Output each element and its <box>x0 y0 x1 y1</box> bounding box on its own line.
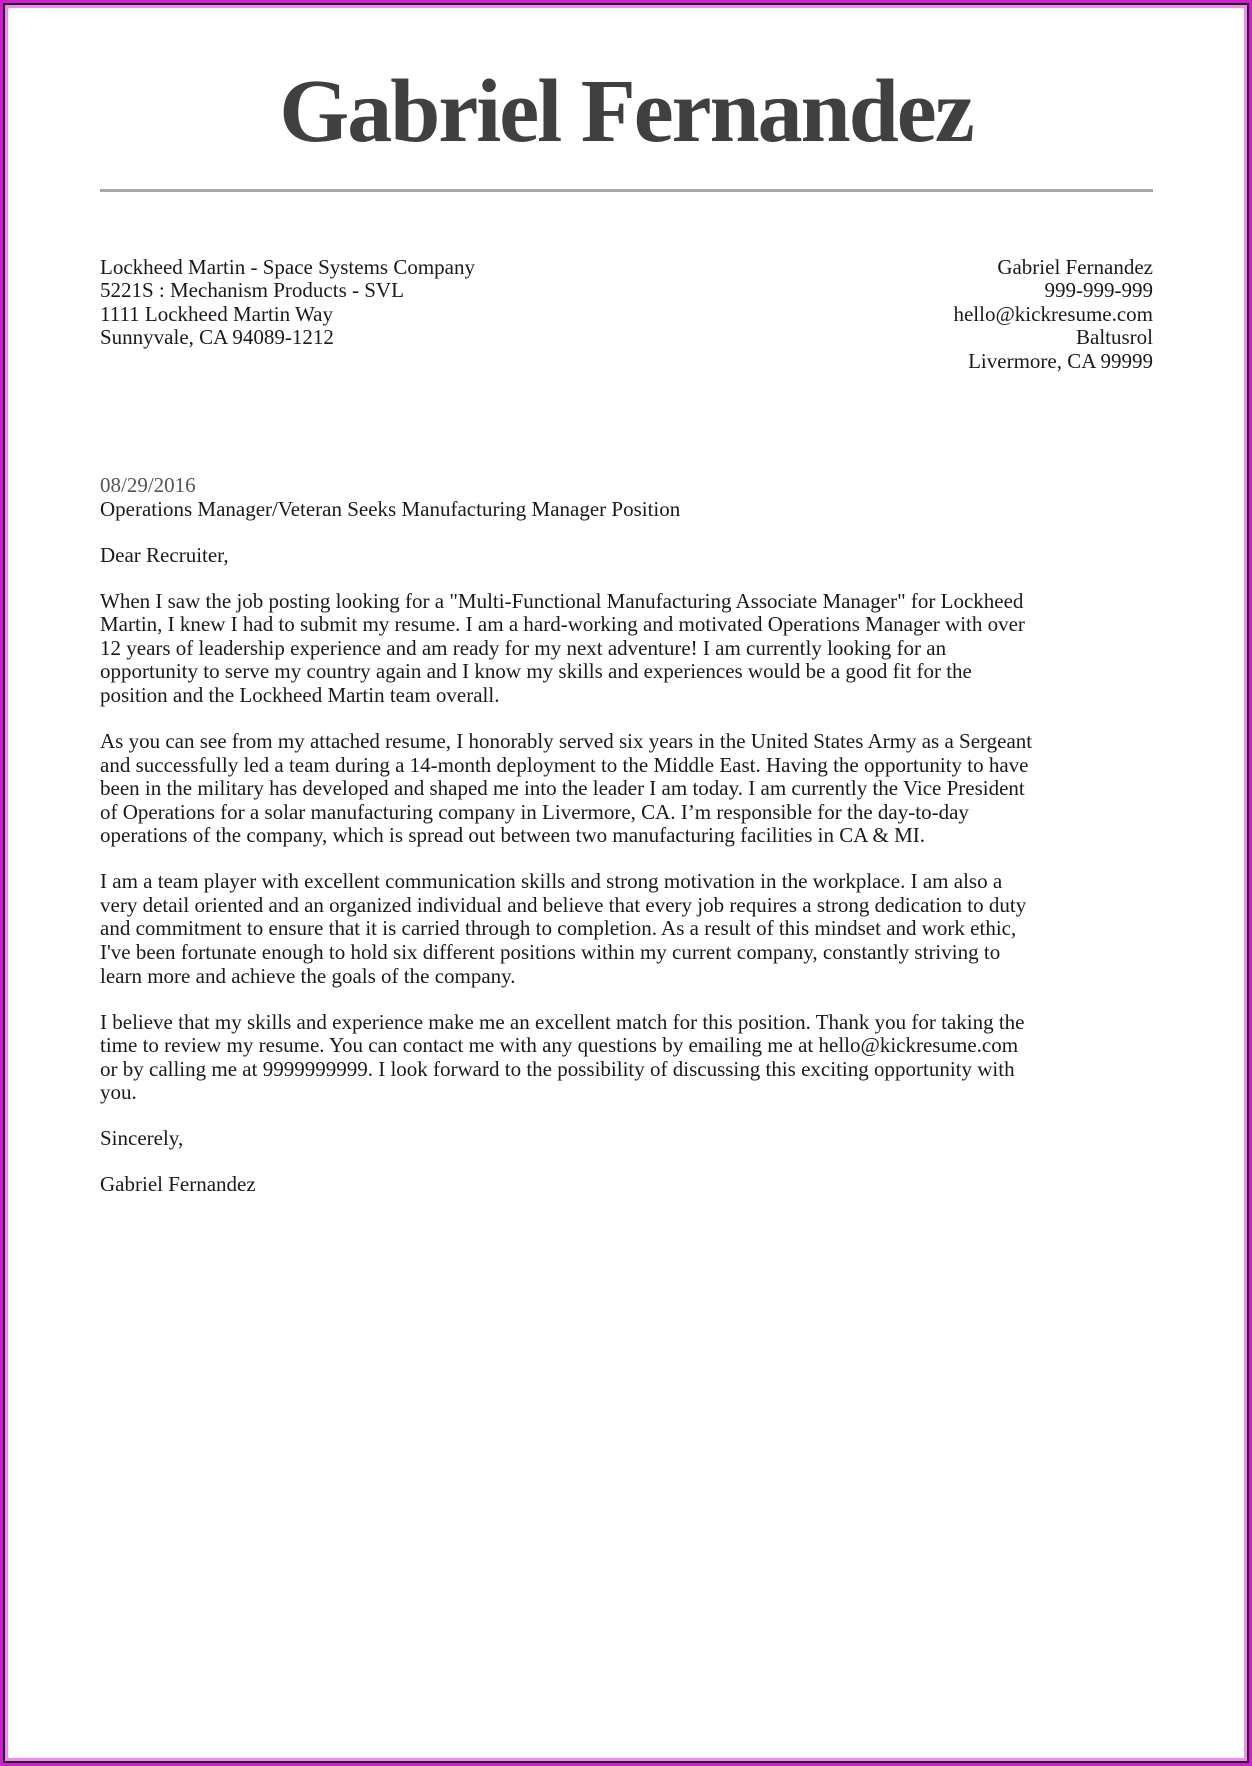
closing: Sincerely, <box>100 1126 184 1151</box>
recipient-line: 5221S : Mechanism Products - SVL <box>100 278 404 303</box>
sender-contact <box>953 256 1153 373</box>
sender-name: Gabriel Fernandez <box>997 255 1153 279</box>
sender-address-line: Baltusrol <box>1076 325 1153 350</box>
paragraph-line: learn more and achieve the goals of the company. <box>100 963 516 988</box>
paragraph-line: or by calling me at 9999999999. I look forward to the possibility of discussing this exciting opportunity with <box>100 1056 1015 1081</box>
paragraph-line: When I saw the job posting looking for a "Multi-Functional Manufacturing Associate Manager" for Lockheed <box>100 588 1024 613</box>
paragraph-line: position and the Lockheed Martin team overall. <box>100 682 500 707</box>
sender-city: Livermore, CA 99999 <box>968 348 1153 373</box>
paragraph <box>100 870 1160 988</box>
letter-body <box>100 474 1160 1219</box>
sender-phone: 999-999-999 <box>1044 278 1153 303</box>
letter-subject: Operations Manager/Veteran Seeks Manufacturing Manager Position <box>100 496 681 521</box>
paragraph <box>100 590 1160 708</box>
recipient-line: 1111 Lockheed Martin Way <box>100 301 333 326</box>
paragraph-line: Martin, I knew I had to submit my resume. I am a hard-working and motivated Operations Manager with over <box>100 612 1025 637</box>
sender-email: hello@kickresume.com <box>953 301 1153 326</box>
paragraph <box>100 730 1160 848</box>
paragraph-line: 12 years of leadership experience and am ready for my next adventure! I am currently looking for an <box>100 635 947 660</box>
letter-date: 08/29/2016 <box>100 473 196 497</box>
paragraph-line: I've been fortunate enough to hold six different positions within my current company, constantly striving to <box>100 940 1001 965</box>
paragraph-line: and successfully led a team during a 14-month deployment to the Middle East. Having the opportunity to have <box>100 752 1029 777</box>
paragraph-line: operations of the company, which is spread out between two manufacturing facilities in CA & MI. <box>100 823 926 848</box>
signature: Gabriel Fernandez <box>100 1172 256 1197</box>
paragraph-line: I am a team player with excellent communication skills and strong motivation in the workplace. I am also a <box>100 869 1003 894</box>
paragraph-line: As you can see from my attached resume, I honorably served six years in the United States Army as a Sergeant <box>100 728 1033 753</box>
paragraph-line: time to review my resume. You can contact me with any questions by emailing me at hello@kickresume.com <box>100 1033 1019 1058</box>
paragraph-line: and commitment to ensure that it is carried through to completion. As a result of this mindset and work ethic, <box>100 916 1017 941</box>
paragraph <box>100 1011 1160 1105</box>
recipient-line: Lockheed Martin - Space Systems Company <box>100 255 476 279</box>
paragraph-line: of Operations for a solar manufacturing company in Livermore, CA. I’m responsible for the day-to-day <box>100 799 969 824</box>
recipient-address <box>100 256 475 350</box>
paragraph-line: been in the military has developed and shaped me into the leader I am today. I am currently the Vice President <box>100 776 1025 801</box>
paragraph-line: you. <box>100 1080 137 1105</box>
recipient-line: Sunnyvale, CA 94089-1212 <box>100 325 334 350</box>
page-title: Gabriel Fernandez <box>279 62 973 161</box>
header-divider <box>100 189 1153 192</box>
paragraph-line: opportunity to serve my country again and I know my skills and experiences would be a good fit for the <box>100 659 972 684</box>
greeting: Dear Recruiter, <box>100 542 229 567</box>
paragraph-line: I believe that my skills and experience make me an excellent match for this position. Thank you for taking the <box>100 1009 1025 1034</box>
paragraph-line: very detail oriented and an organized individual and believe that every job requires a strong dedication to duty <box>100 892 1027 917</box>
